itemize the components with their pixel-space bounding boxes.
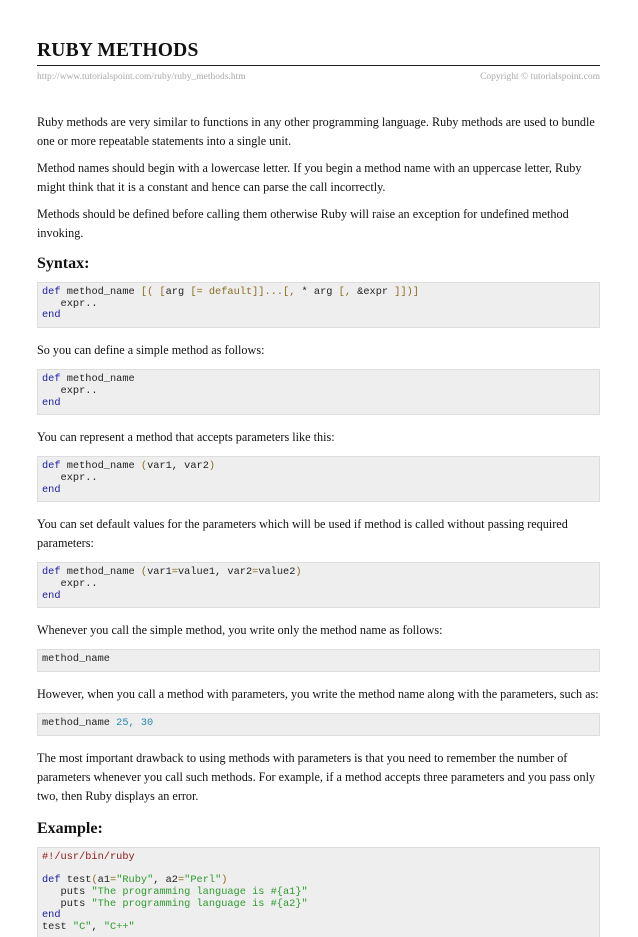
code-token: var1, var2 <box>147 460 209 473</box>
code-token: = <box>177 874 185 887</box>
code-token: "The programming language is #{a1}" <box>91 885 308 898</box>
code-token: ]])] <box>394 286 419 298</box>
code-token: def <box>42 286 61 298</box>
source-url: http://www.tutorialspoint.com/ruby/ruby_methods.htm <box>37 72 246 82</box>
code-token: 25 <box>116 717 129 730</box>
copyright-notice: Copyright © tutorialspoint.com <box>480 72 600 82</box>
code-token: method_name <box>60 286 141 298</box>
code-token: method_name <box>42 717 117 730</box>
code-token: = <box>110 874 117 887</box>
paragraph-intro-2: Method names should begin with a lowercase letter. If you begin a method name with an uppercase letter, Ruby might think that it is a constant and hence can parse the call incorrectly. <box>37 161 582 194</box>
code-token: 30 <box>140 717 154 730</box>
code-token: puts <box>42 885 92 898</box>
page-title: RUBY METHODS <box>37 40 199 61</box>
article-body <box>37 113 600 937</box>
code-token: end <box>42 589 61 602</box>
code-token: ) <box>208 460 216 473</box>
code-token: end <box>42 909 61 922</box>
code-line: expr.. <box>42 471 98 484</box>
code-token: value2 <box>258 566 296 579</box>
paragraph-call-simple: Whenever you call the simple method, you write only the method name as follows: <box>37 623 443 638</box>
code-token: a1 <box>97 874 110 887</box>
code-token: puts <box>42 897 92 910</box>
code-token: value1, var2 <box>177 566 253 579</box>
code-token: ) <box>221 874 228 887</box>
paragraph-default-values: You can set default values for the parameters which will be used if method is called without passing required parameters: <box>37 517 568 551</box>
code-token: test <box>60 874 92 887</box>
code-token: end <box>42 483 61 496</box>
code-token: var1 <box>147 566 172 579</box>
code-token: method_name <box>60 460 141 473</box>
code-token: end <box>42 396 61 409</box>
code-block-default-values <box>37 562 600 608</box>
code-token: arg <box>165 286 191 298</box>
code-token: method_name <box>60 373 135 386</box>
code-block-call-params <box>37 713 600 736</box>
paragraph-call-params: However, when you call a method with parameters, you write the method name along with the parameters, such as: <box>37 687 599 702</box>
code-token: = <box>171 566 178 579</box>
code-block-syntax <box>37 282 600 328</box>
code-token: method_name <box>60 566 141 579</box>
code-line: method_name <box>42 653 110 666</box>
paragraph-intro-1: Ruby methods are very similar to functions in any other programming language. Ruby methods are used to bundle one or more repeatable statements into a single unit. <box>37 115 595 148</box>
code-token: "The programming language is #{a2}" <box>91 897 308 910</box>
code-token: ) <box>295 566 302 579</box>
code-token: & <box>351 286 364 298</box>
code-block-simple-method <box>37 369 600 415</box>
code-token: , <box>91 921 104 934</box>
code-token: expr <box>363 286 395 298</box>
code-token: ( <box>91 874 98 887</box>
code-block-call-simple <box>37 649 600 672</box>
code-token: def <box>42 566 61 579</box>
code-token: , <box>128 717 141 730</box>
code-token: "C++" <box>103 921 135 934</box>
code-token: def <box>42 874 61 887</box>
code-token: [( [ <box>140 286 166 298</box>
code-line: expr.. <box>42 578 98 591</box>
code-token: [= default]]...[, <box>190 286 296 298</box>
paragraph-drawback: The most important drawback to using methods with parameters is that you need to remember the number of parameters whenever you call such methods. For example, if a method accepts three parameters and you pass only two, then Ruby displays an error. <box>37 750 596 803</box>
code-token: "C" <box>72 921 92 934</box>
code-token: "Ruby" <box>116 874 154 887</box>
code-token: def <box>42 373 61 386</box>
code-token: end <box>42 309 61 322</box>
code-line: expr.. <box>42 384 98 397</box>
code-token: * <box>295 286 314 298</box>
title-rule <box>37 65 600 66</box>
code-token: [, <box>338 286 351 298</box>
code-token: #!/usr/bin/ruby <box>42 850 135 863</box>
code-token: = <box>252 566 259 579</box>
code-token: test <box>42 921 73 934</box>
code-line: expr.. <box>42 297 98 310</box>
heading-syntax: Syntax: <box>37 255 90 272</box>
paragraph-parameters: You can represent a method that accepts parameters like this: <box>37 430 335 445</box>
heading-example: Example: <box>37 819 103 837</box>
code-block-parameters <box>37 456 600 502</box>
code-token: "Perl" <box>184 874 222 887</box>
paragraph-simple-method: So you can define a simple method as follows: <box>37 343 265 358</box>
code-token: arg <box>313 286 339 298</box>
paragraph-intro-3: Methods should be defined before calling them otherwise Ruby will raise an exception for undefined method invoking. <box>37 207 569 240</box>
code-token: def <box>42 460 61 473</box>
code-token: ( <box>140 566 148 579</box>
code-block-example <box>37 847 600 937</box>
code-token: ( <box>140 460 148 473</box>
code-token: , a2 <box>153 874 178 887</box>
